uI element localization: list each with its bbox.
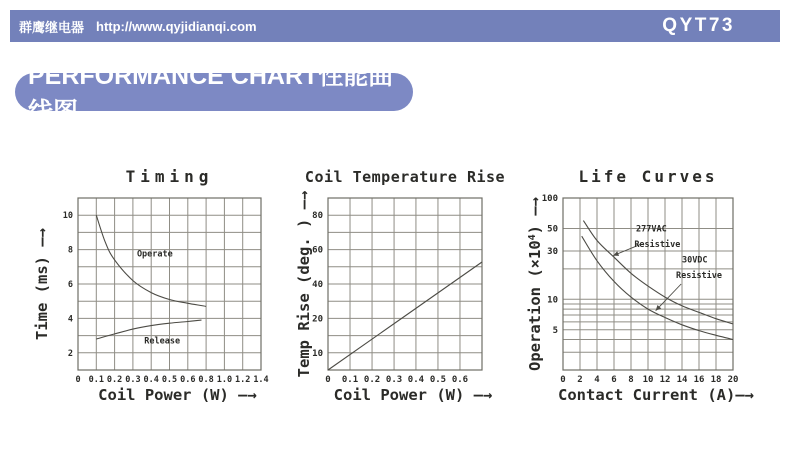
- curve-label: 30VDC: [681, 255, 708, 266]
- curve-label: Resistive: [675, 270, 723, 281]
- x-tick-label: 0.3: [385, 375, 403, 385]
- y-axis-title: Temp Rise (deg. ) —→: [295, 190, 313, 378]
- x-tick-label: 4: [594, 375, 600, 385]
- x-tick-label: 0.4: [143, 375, 159, 385]
- x-tick-label: 1.2: [235, 375, 251, 385]
- x-tick-label: 0: [560, 375, 566, 385]
- chart-title: Timing: [125, 167, 214, 186]
- x-tick-label: 0.1: [88, 375, 104, 385]
- x-tick-label: 0.4: [407, 375, 425, 385]
- x-tick-label: 0.2: [363, 375, 381, 385]
- x-tick-label: 16: [693, 375, 705, 385]
- y-tick-label: 5: [552, 325, 558, 336]
- x-tick-label: 0.3: [125, 375, 141, 385]
- y-axis-title: Time (ms) —→: [33, 228, 51, 340]
- y-tick-label: 4: [67, 314, 73, 325]
- y-axis-title: Operation $(\times 10^4)$ —→: [526, 196, 544, 372]
- x-tick-label: 0.8: [198, 375, 214, 385]
- company-url: http://www.qyjidianqi.com: [96, 18, 257, 34]
- x-tick-label: 20: [727, 375, 739, 385]
- x-tick-label: 0: [325, 375, 331, 385]
- x-tick-label: 0.6: [180, 375, 196, 385]
- x-axis-title: Contact Current (A)—→: [558, 386, 754, 404]
- y-tick-label: 6: [67, 280, 73, 290]
- x-tick-label: 12: [659, 375, 671, 385]
- x-tick-label: 0.5: [429, 375, 447, 385]
- x-tick-label: 0.6: [451, 375, 469, 385]
- y-tick-label: 40: [312, 280, 323, 290]
- curve-temp-rise: [328, 262, 482, 370]
- x-tick-label: 1.4: [253, 375, 269, 385]
- curve-30vdc-resistive: [582, 236, 733, 339]
- x-tick-label: 0: [75, 375, 81, 385]
- x-tick-label: 8: [628, 375, 634, 385]
- leader-line: [656, 284, 682, 311]
- section-title: PERFORMANCE CHART性能曲线图: [28, 62, 394, 126]
- section-title-badge: [15, 62, 413, 126]
- model-number: QYT73: [662, 15, 735, 36]
- x-tick-label: 18: [710, 375, 722, 385]
- curve-label: Release: [144, 336, 181, 347]
- curve-label: Operate: [136, 249, 173, 260]
- y-tick-label: 30: [547, 246, 558, 257]
- x-tick-label: 2: [577, 375, 583, 385]
- y-tick-label: 10: [62, 211, 73, 222]
- y-tick-label: 10: [312, 348, 323, 359]
- timing-chart: [20, 158, 282, 408]
- y-tick-label: 20: [312, 314, 323, 325]
- curve-label: 277VAC: [636, 224, 667, 235]
- y-tick-label: 2: [67, 348, 73, 359]
- x-tick-label: 14: [676, 375, 688, 385]
- x-tick-label: 10: [642, 375, 654, 385]
- y-tick-label: 50: [547, 224, 558, 235]
- y-tick-label: 100: [541, 194, 558, 204]
- y-tick-label: 8: [67, 245, 73, 256]
- header-bar: [10, 10, 780, 42]
- curve-label: Resistive: [634, 240, 681, 251]
- life-curves-chart: [518, 158, 776, 408]
- x-tick-label: 1.0: [216, 375, 233, 385]
- y-tick-label: 60: [312, 245, 323, 256]
- x-tick-label: 6: [611, 375, 617, 385]
- header-left: [19, 17, 257, 36]
- x-tick-label: 0.2: [106, 375, 123, 385]
- x-tick-label: 0.5: [161, 375, 178, 385]
- coil-temperature-rise-chart: [285, 158, 513, 408]
- company-name: 群鹰继电器: [19, 19, 85, 35]
- x-axis-title: Coil Power (W) —→: [333, 386, 493, 404]
- y-tick-label: 10: [547, 295, 558, 306]
- y-tick-label: 80: [312, 211, 323, 222]
- x-axis-title: Coil Power (W) —→: [98, 386, 257, 404]
- chart-title: Life Curves: [578, 167, 718, 186]
- chart-title: Coil Temperature Rise: [304, 168, 506, 186]
- x-tick-label: 0.1: [341, 375, 359, 385]
